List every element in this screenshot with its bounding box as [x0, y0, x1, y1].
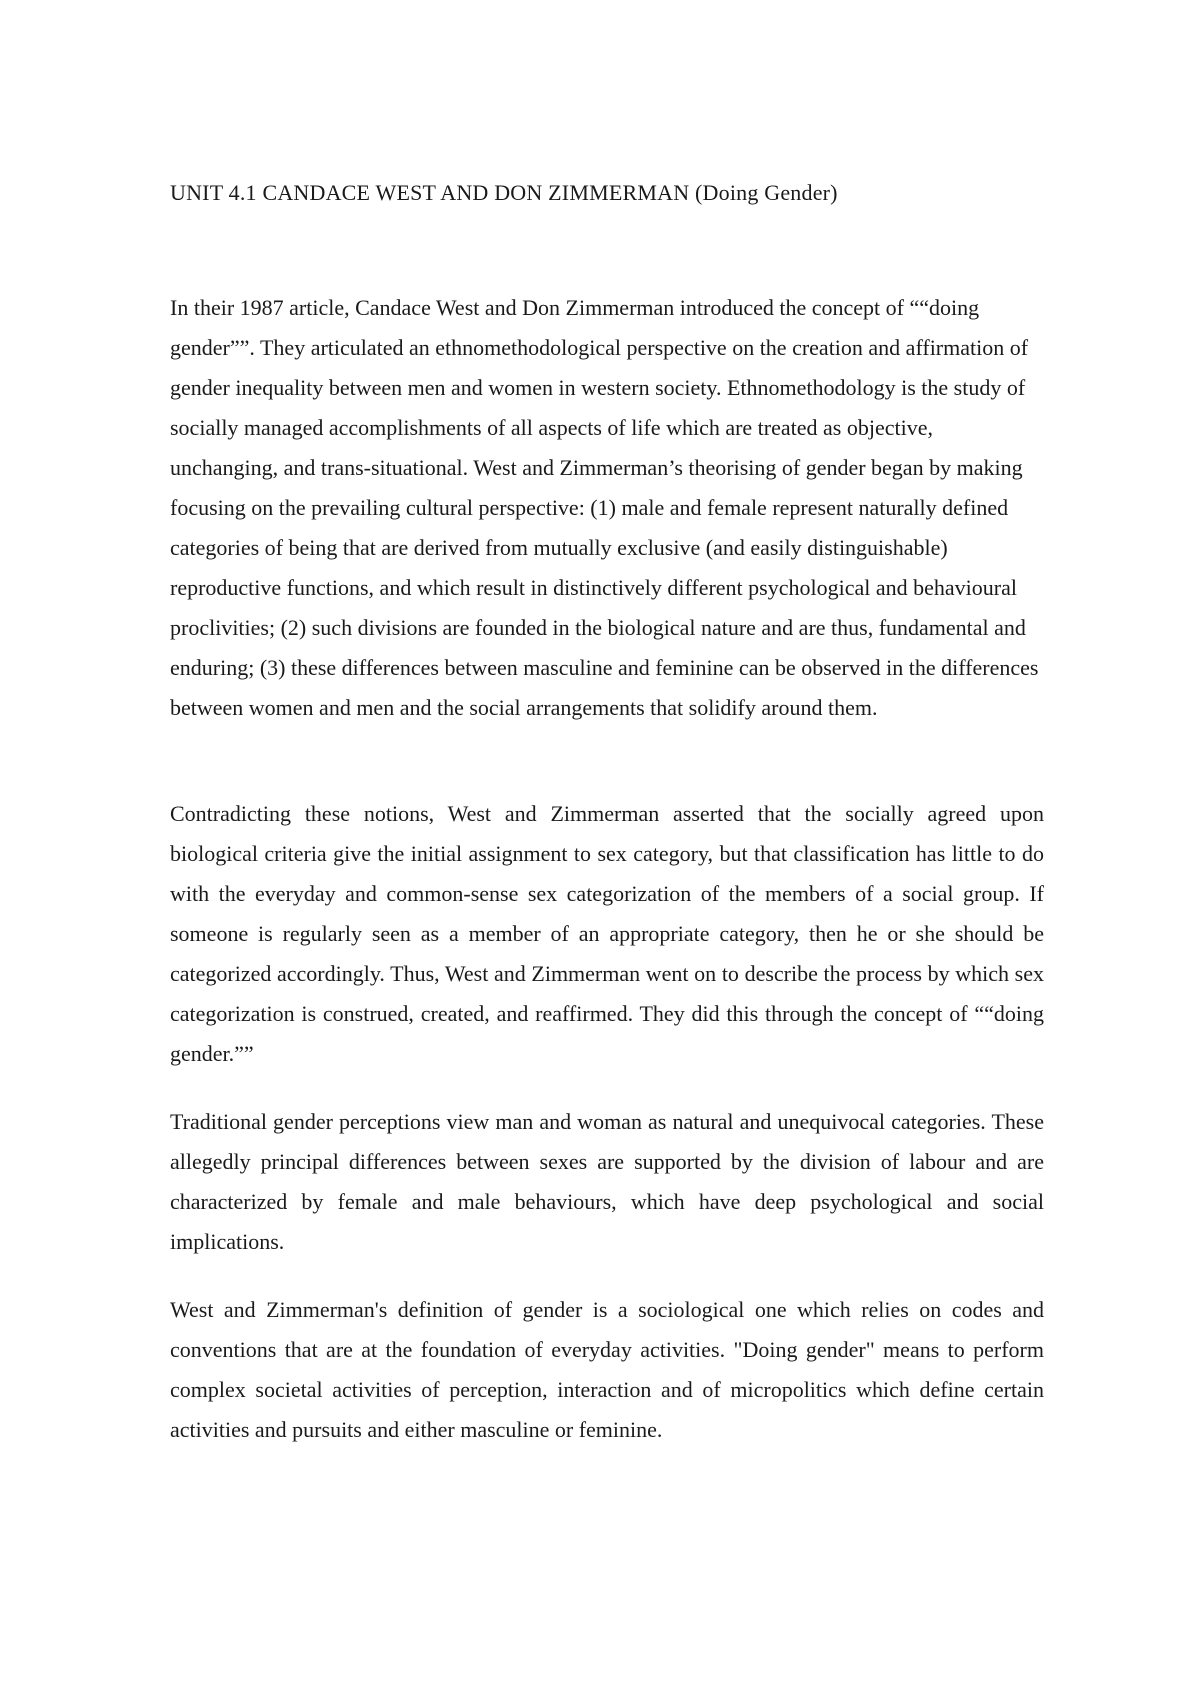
- paragraph-2: Contradicting these notions, West and Zimmerman asserted that the socially agreed upon biological criteria give the initial assignment to sex category, but that classification has little to do with the everyday and common-sense sex categorization of the members of a social group. If someone is regularly seen as a member of an appropriate category, then he or she should be categorized accordingly. Thus, West and Zimmerman went on to describe the process by which sex categorization is construed, created, and reaffirmed. They did this through the concept of ““doing gender.””: [170, 801, 1044, 1066]
- paragraph-1: In their 1987 article, Candace West and Don Zimmerman introduced the concept of ““doing gender””. They articulated an ethnomethodological perspective on the creation and affirmation of gender inequality between men and women in western society. Ethnomethodology is the study of socially managed accomplishments of all aspects of life which are treated as objective, unchanging, and trans-situational. West and Zimmerman’s theorising of gender began by making focusing on the prevailing cultural perspective: (1) male and female represent naturally defined categories of being that are derived from mutually exclusive (and easily distinguishable) reproductive functions, and which result in distinctively different psychological and behavioural proclivities; (2) such divisions are founded in the biological nature and are thus, fundamental and enduring; (3) these differences between masculine and feminine can be observed in the differences between women and men and the social arrangements that solidify around them.: [170, 295, 1039, 720]
- paragraph-4: West and Zimmerman's definition of gender is a sociological one which relies on codes and conventions that are at the foundation of everyday activities. "Doing gender" means to perform complex societal activities of perception, interaction and of micropolitics which define certain activities and pursuits and either masculine or feminine.: [170, 1297, 1044, 1442]
- page-title: UNIT 4.1 CANDACE WEST AND DON ZIMMERMAN (Doing Gender): [170, 180, 838, 205]
- paragraph-3: Traditional gender perceptions view man and woman as natural and unequivocal categories. These allegedly principal differences between sexes are supported by the division of labour and are characterized by female and male behaviours, which have deep psychological and social implications.: [170, 1109, 1044, 1254]
